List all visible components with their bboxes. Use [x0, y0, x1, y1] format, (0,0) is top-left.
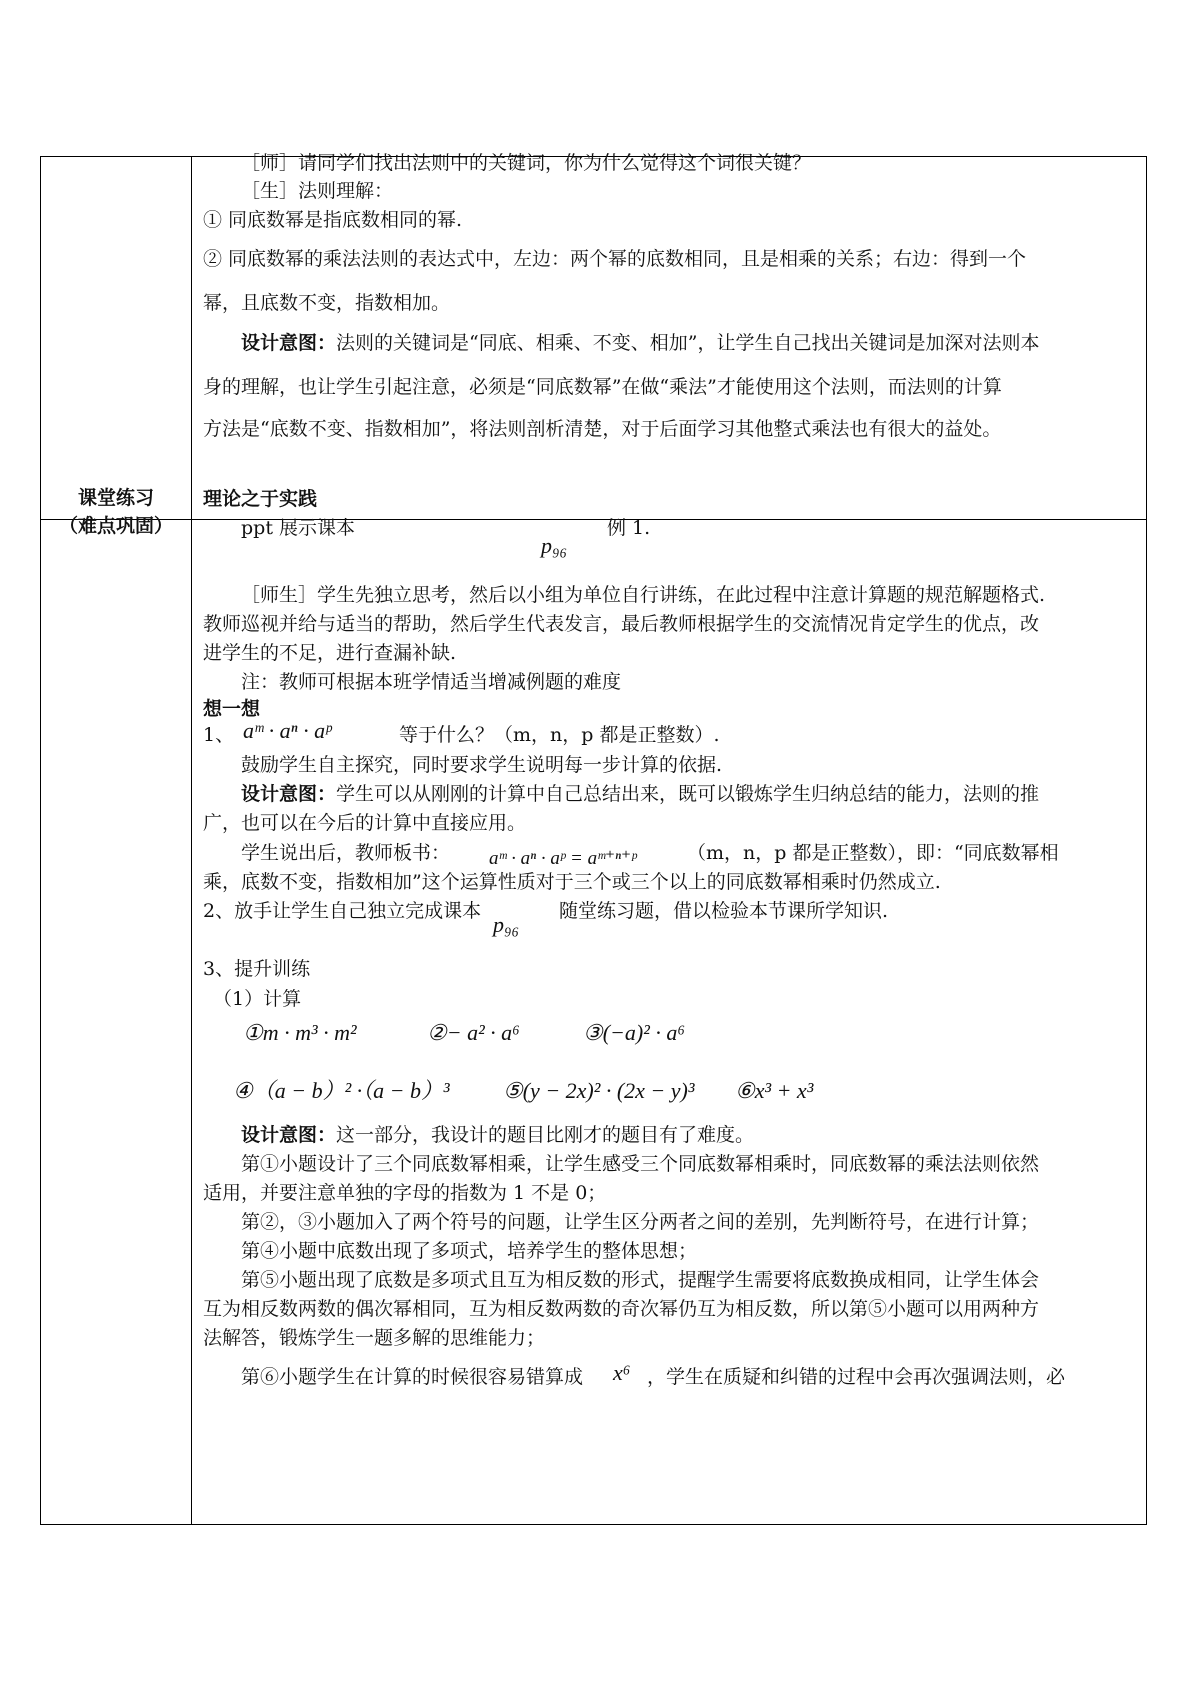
para1-line-2: 教师巡视并给与适当的帮助，然后学生代表发言，最后教师根据学生的交流情况肯定学生的优点，改	[203, 613, 1040, 635]
para1-line-3: 进学生的不足，进行查漏补缺.	[203, 642, 457, 664]
ppt-line: ppt 展示课本 p₉₆ 例 1.	[241, 517, 651, 558]
question-1: 1、 aᵐ · aⁿ · aᵖ 等于什么？（m，n，p 都是正整数）.	[203, 718, 720, 746]
explain-line-1: 第①小题设计了三个同底数幂相乘，让学生感受三个同底数幂相乘时，同底数幂的乘法法则依然	[241, 1153, 1040, 1175]
think-heading: 想一想	[203, 698, 261, 720]
expr-6: ⑥x³ + x³	[735, 1078, 814, 1103]
section-heading: 理论之于实践	[203, 488, 318, 510]
design2-line-1: 设计意图：学生可以从刚刚的计算中自己总结出来，既可以锻炼学生归纳总结的能力，法则的推	[241, 783, 1040, 805]
question-3: 3、提升训练	[203, 958, 311, 980]
s1-line-4: ② 同底数幂的乘法法则的表达式中，左边：两个幂的底数相同，且是相乘的关系；右边：得到一个	[203, 248, 1027, 270]
explain-line-6: 互为相反数两数的偶次幂相同，互为相反数两数的奇次幂仍互为相反数，所以第⑤小题可以用两种方	[203, 1298, 1040, 1320]
s1-line-3: ① 同底数幂是指底数相同的幂.	[203, 209, 463, 231]
s1-design-line-1: 设计意图：法则的关键词是“同底、相乘、不变、相加”，让学生自己找出关键词是加深对法则本	[241, 332, 1040, 354]
board-formula: aᵐ · aⁿ · aᵖ = aᵐ⁺ⁿ⁺ᵖ	[489, 848, 637, 869]
expr-3: ③(−a)² · a⁶	[583, 1020, 685, 1045]
para1-line-1: ［师生］学生先独立思考，然后以小组为单位自行讲练，在此过程中注意计算题的规范解题格式.	[241, 584, 1046, 606]
explain-line-3: 第②，③小题加入了两个符号的问题，让学生区分两者之间的差别，先判断符号，在进行计算；	[241, 1211, 1040, 1233]
s1-line-1: ［师］请同学们找出法则中的关键词，你为什么觉得这个词很关键？	[241, 152, 812, 174]
last-expression: x⁶	[613, 1360, 631, 1385]
s1-line-2: ［生］法则理解：	[241, 180, 394, 202]
expr-row-2	[203, 1079, 1134, 1113]
expr-4: ④（a − b）² ·（a − b）³	[233, 1078, 450, 1103]
design3-line: 设计意图：这一部分，我设计的题目比刚才的题目有了难度。	[241, 1124, 755, 1146]
board-line: 学生说出后，教师板书： aᵐ · aⁿ · aᵖ = aᵐ⁺ⁿ⁺ᵖ （m，n，p 都是正整数），即：“同底数幂相	[241, 842, 1059, 869]
para1-line-4: 注：教师可根据本班学情适当增减例题的难度	[241, 671, 622, 693]
encourage-line: 鼓励学生自主探究，同时要求学生说明每一步计算的依据.	[241, 754, 723, 776]
s1-line-5: 幂，且底数不变，指数相加。	[203, 292, 451, 314]
expr-5: ⑤(y − 2x)² · (2x − y)³	[503, 1078, 695, 1103]
board-line-2: 乘，底数不变，指数相加”这个运算性质对于三个或三个以上的同底数幂相乘时仍然成立.	[203, 871, 941, 893]
expr-2: ②− a² · a⁶	[427, 1020, 520, 1045]
question-3-sub: （1）计算	[213, 988, 302, 1010]
page-ref-2: p₉₆	[493, 912, 520, 937]
explain-line-5: 第⑤小题出现了底数是多项式且互为相反数的形式，提醒学生需要将底数换成相同，让学生体会	[241, 1269, 1040, 1291]
section-label-line-2: （难点巩固）	[58, 515, 173, 537]
column-divider	[191, 157, 192, 1524]
expr-row-1	[203, 1021, 1134, 1055]
explain-line-2: 适用，并要注意单独的字母的指数为 1 不是 0；	[203, 1182, 607, 1204]
section-label-line-1: 课堂练习	[77, 487, 154, 509]
lesson-table	[40, 152, 1147, 1525]
expr-1: ①m · m³ · m²	[243, 1020, 357, 1045]
s1-line-7: 身的理解，也让学生引起注意，必须是“同底数幂”在做“乘法”才能使用这个法则，而法则的计算	[203, 376, 1002, 398]
last-line: 第⑥小题学生在计算的时候很容易错算成 x⁶ ，学生在质疑和纠错的过程中会再次强调法则，必	[241, 1360, 1066, 1388]
explain-line-4: 第④小题中底数出现了多项式，培养学生的整体思想；	[241, 1240, 698, 1262]
page-ref-1: p₉₆	[541, 533, 568, 558]
explain-line-7: 法解答，锻炼学生一题多解的思维能力；	[203, 1327, 546, 1349]
s1-line-8: 方法是“底数不变、指数相加”，将法则剖析清楚，对于后面学习其他整式乘法也有很大的益处。	[203, 418, 1002, 440]
design-label: 设计意图：	[241, 332, 337, 354]
design2-line-2: 广，也可以在今后的计算中直接应用。	[203, 812, 527, 834]
q1-expression: aᵐ · aⁿ · aᵖ	[243, 718, 332, 743]
question-2: 2、放手让学生自己独立完成课本 p₉₆ 随堂练习题，借以检验本节课所学知识.	[203, 900, 889, 937]
